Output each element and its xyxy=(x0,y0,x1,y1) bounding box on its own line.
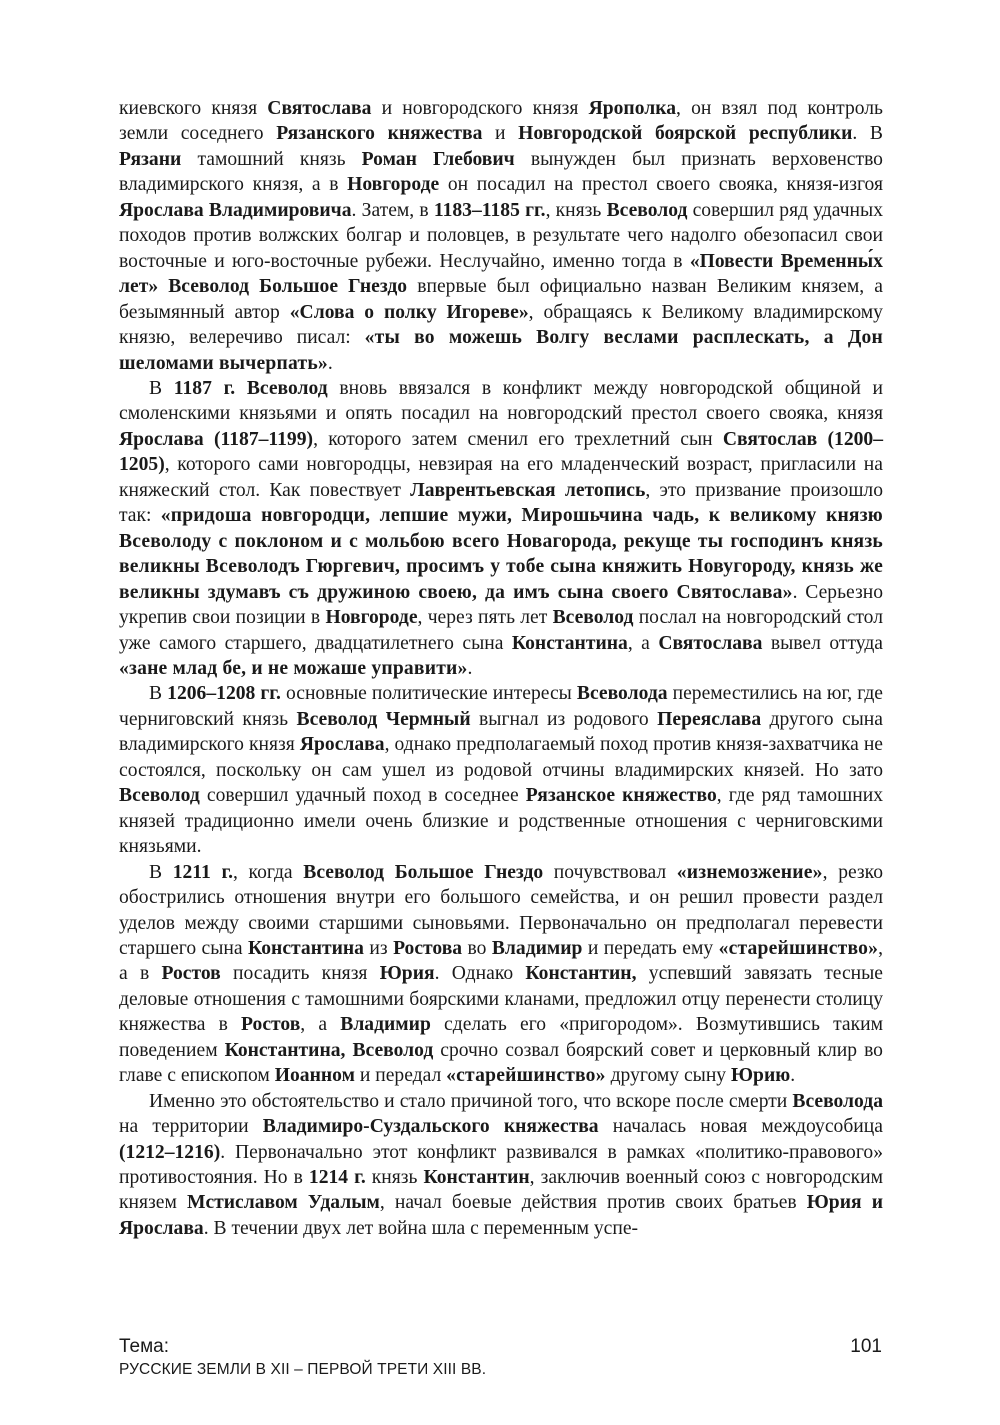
bold-term: Юрия и Ярослава xyxy=(119,1192,883,1239)
text-run: выгнал из родового xyxy=(470,708,658,730)
text-run: сделать его «пригородом». Возмутившись таким поведением xyxy=(119,1014,883,1061)
text-run: , где ряд тамошних князей традиционно имели очень близкие и родственные отношения с черниговскими князьями. xyxy=(119,785,883,858)
bold-term: Ростов xyxy=(241,1014,301,1036)
bold-term: Всеволода xyxy=(576,683,668,705)
text-run: вынужден был признать верховенство владимирского князя, а в xyxy=(119,148,883,196)
paragraph xyxy=(119,1089,883,1242)
text-run: основные политические интересы xyxy=(280,683,577,705)
text-run: . Затем, в xyxy=(351,199,434,221)
bold-term: Святослава xyxy=(267,98,372,119)
bold-term: Новгородской боярской республики xyxy=(518,123,853,145)
bold-term: Всеволод Большое Гнездо xyxy=(303,861,544,883)
text-run: , резко обострились отношения внутри его большого семейства, и он решил провести раздел уделов между своими старшими сыновьями. Первоначально он предполагал перевести старшего сына xyxy=(119,861,883,959)
text-run: князь xyxy=(365,1167,424,1189)
text-run: , князь xyxy=(545,199,607,221)
bold-term: Новгороде xyxy=(325,607,418,629)
bold-term: 1183–1185 гг. xyxy=(433,199,546,221)
text-run: , это призвание произошло так: xyxy=(119,479,883,527)
text-run: переместились на юг, где черниговский князь xyxy=(119,683,884,730)
text-run: . Серьезно укрепив свои позиции в xyxy=(119,581,883,629)
bold-term: «Слова о полку Игореве» xyxy=(289,301,529,323)
bold-term: Святослав (1200–1205) xyxy=(119,428,884,476)
bold-term: Ростов xyxy=(161,963,221,985)
text-run: и передать ему xyxy=(582,937,719,959)
text-run: , заключив военный союз с новгородским князем xyxy=(119,1167,883,1214)
bold-term: Всеволода xyxy=(792,1090,883,1112)
bold-term: 1211 г. xyxy=(172,861,234,883)
text-run: , которого затем сменил его трехлетний сын xyxy=(313,428,723,450)
text-run: . xyxy=(790,1065,796,1087)
bold-term: 1187 г. Всеволод xyxy=(173,377,328,399)
paragraph xyxy=(119,860,883,1089)
bold-term: Всеволод xyxy=(606,199,688,221)
bold-term: Константин xyxy=(423,1167,530,1189)
footer-topic-title: РУССКИЕ ЗЕМЛИ В XII – ПЕРВОЙ ТРЕТИ XIII ВВ. xyxy=(119,1361,487,1378)
text-run: , а в xyxy=(119,937,884,985)
bold-term: Константина xyxy=(248,937,364,959)
text-run: , начал боевые действия против своих братьев xyxy=(379,1192,807,1214)
bold-term: Ярополка xyxy=(588,98,677,119)
text-run: он посадил на престол своего свояка, князя-изгоя xyxy=(439,174,883,196)
bold-term: Юрия xyxy=(379,963,435,985)
old-russian-quote: «придоша новгородци, лепшие мужи, Мирошьчина чадь, к великому князю Всеволоду с поклоном и с мольбою всего Новагорода, рекуще ты господинъ князь великны Всеволодъ Гюргевич, просимъ у тобе сына княжить Новугороду, князь же великны здумавъ съ дружиною своею, да имъ сына своего Святослава» xyxy=(119,505,883,603)
bold-term: Всеволод xyxy=(119,785,200,807)
text-run: совершил ряд удачных походов против волжских болгар и половцев, в результате чего надолго обезопасил свои восточные и юго-восточные рубежи. Неслучайно, именно тогда в xyxy=(119,199,883,272)
text-run: и новгородского князя xyxy=(371,98,589,119)
text-run: вывел оттуда xyxy=(762,632,883,654)
text-run: , однако предполагаемый поход против князя-захватчика не состоялся, поскольку он сам ушел из родовой отчины владимирских князей. Но зато xyxy=(119,734,883,781)
old-russian-quote: «старейшинство» xyxy=(446,1065,606,1087)
paragraph xyxy=(119,681,883,859)
bold-term: Рязанского княжества xyxy=(276,123,483,145)
text-run: совершил удачный поход в соседнее xyxy=(199,785,526,807)
bold-term: Рязанское княжество xyxy=(525,785,717,807)
old-russian-quote: «ты во можешь Волгу веслами расплескать, а Дон шеломами вычерпать» xyxy=(119,327,883,374)
bold-term: Роман Глебович xyxy=(361,148,515,170)
text-run: вновь ввязался в конфликт между новгородской общиной и смоленскими князьями и опять посадил на новгородский престол своего свояка, князя xyxy=(119,377,884,425)
text-run: , через пять лет xyxy=(417,607,553,629)
bold-term: Лаврентьевская летопись xyxy=(410,479,646,501)
old-russian-quote: «старейшинство» xyxy=(718,937,879,959)
bold-term: Рязани xyxy=(119,148,182,170)
footer-topic-label: Тема: xyxy=(119,1336,170,1357)
bold-term: Константина xyxy=(511,632,628,654)
bold-term: Ярослава xyxy=(299,734,385,756)
paragraph xyxy=(119,376,883,681)
text-run: началась новая междоусобица xyxy=(598,1116,883,1138)
bold-term: Константин, xyxy=(525,963,637,985)
text-run: В xyxy=(149,861,173,883)
bold-term: Мстиславом Удалым xyxy=(186,1192,380,1214)
bold-term: Всеволод Чермный xyxy=(296,708,471,730)
text-run: успевший завязать тесные деловые отношения с тамошними боярскими кланами, предложил отцу перенести столицу княжества в xyxy=(119,963,883,1036)
text-run: . В xyxy=(852,123,883,145)
text-run: Именно это обстоятельство и стало причиной того, что вскоре после смерти xyxy=(149,1090,793,1112)
text-run: почувствовал xyxy=(543,861,677,883)
text-run: , которого сами новгородцы, невзирая на его младенческий возраст, пригласили на княжеский стол. Как повествует xyxy=(119,454,883,501)
bold-term: Ярослава Владимировича xyxy=(119,199,352,221)
bold-term: Константина, Всеволод xyxy=(224,1039,434,1061)
text-run: из xyxy=(363,937,394,959)
bold-term: Владимир xyxy=(340,1014,431,1036)
bold-term: Новгороде xyxy=(347,174,440,196)
text-run: киевского князя xyxy=(119,98,268,119)
bold-term: Святослава xyxy=(658,632,763,654)
text-run: . Однако xyxy=(434,963,526,985)
text-run: во xyxy=(462,937,492,959)
paragraph xyxy=(119,96,883,376)
old-russian-quote: «изнемозжение» xyxy=(676,861,823,883)
text-run: срочно созвал боярский совет и церковный клир во главе с епископом xyxy=(119,1039,883,1087)
text-run: . xyxy=(467,657,473,679)
text-run: и передал xyxy=(354,1065,447,1087)
bold-term: «Повести Временны́х лет» Всеволод Большое Гнездо xyxy=(119,250,883,298)
text-run: . xyxy=(327,352,333,374)
text-run: посадить князя xyxy=(220,963,380,985)
text-run: , а xyxy=(627,632,659,654)
text-run: , он взял под контроль земли соседнего xyxy=(119,98,883,145)
text-run: впервые был официально назван Великим князем, а безымянный автор xyxy=(119,276,883,323)
bold-term: 1206–1208 гг. xyxy=(167,683,281,705)
bold-term: Владимиро-Суздальского княжества xyxy=(262,1116,599,1138)
bold-term: Иоанном xyxy=(274,1065,355,1087)
text-run: , а xyxy=(300,1014,341,1036)
old-russian-quote: «зане млад бе, и не можаше управити» xyxy=(119,657,468,679)
text-run: и xyxy=(482,123,519,145)
bold-term: Ярослава (1187–1199) xyxy=(119,428,314,450)
text-run: другому сыну xyxy=(605,1065,731,1087)
page-number: 101 xyxy=(850,1336,882,1357)
text-run: . Первоначально этот конфликт развивался в рамках «политико-правового» противостояния. Но в xyxy=(119,1141,883,1189)
text-run: , когда xyxy=(233,861,304,883)
text-run: на территории xyxy=(119,1116,263,1138)
bold-term: 1214 г. xyxy=(308,1167,366,1189)
text-run: В xyxy=(149,683,168,705)
bold-term: (1212–1216) xyxy=(119,1141,221,1163)
bold-term: Владимир xyxy=(491,937,583,959)
bold-term: Юрию xyxy=(731,1065,791,1087)
bold-term: Переяслава xyxy=(657,708,762,730)
text-run: . В течении двух лет война шла с переменным успе- xyxy=(203,1217,639,1239)
bold-term: Всеволод xyxy=(552,607,634,629)
bold-term: Ростова xyxy=(393,937,463,959)
text-run: В xyxy=(149,377,174,399)
text-run: послал на новгородский стол уже самого старшего, двадцатилетнего сына xyxy=(119,607,883,654)
text-run: тамошний князь xyxy=(181,148,362,170)
text-run: , обращаясь к Великому владимирскому князю, велеречиво писал: xyxy=(119,301,883,349)
text-run: другого сына владимирского князя xyxy=(119,708,883,756)
body-text xyxy=(119,96,883,1241)
